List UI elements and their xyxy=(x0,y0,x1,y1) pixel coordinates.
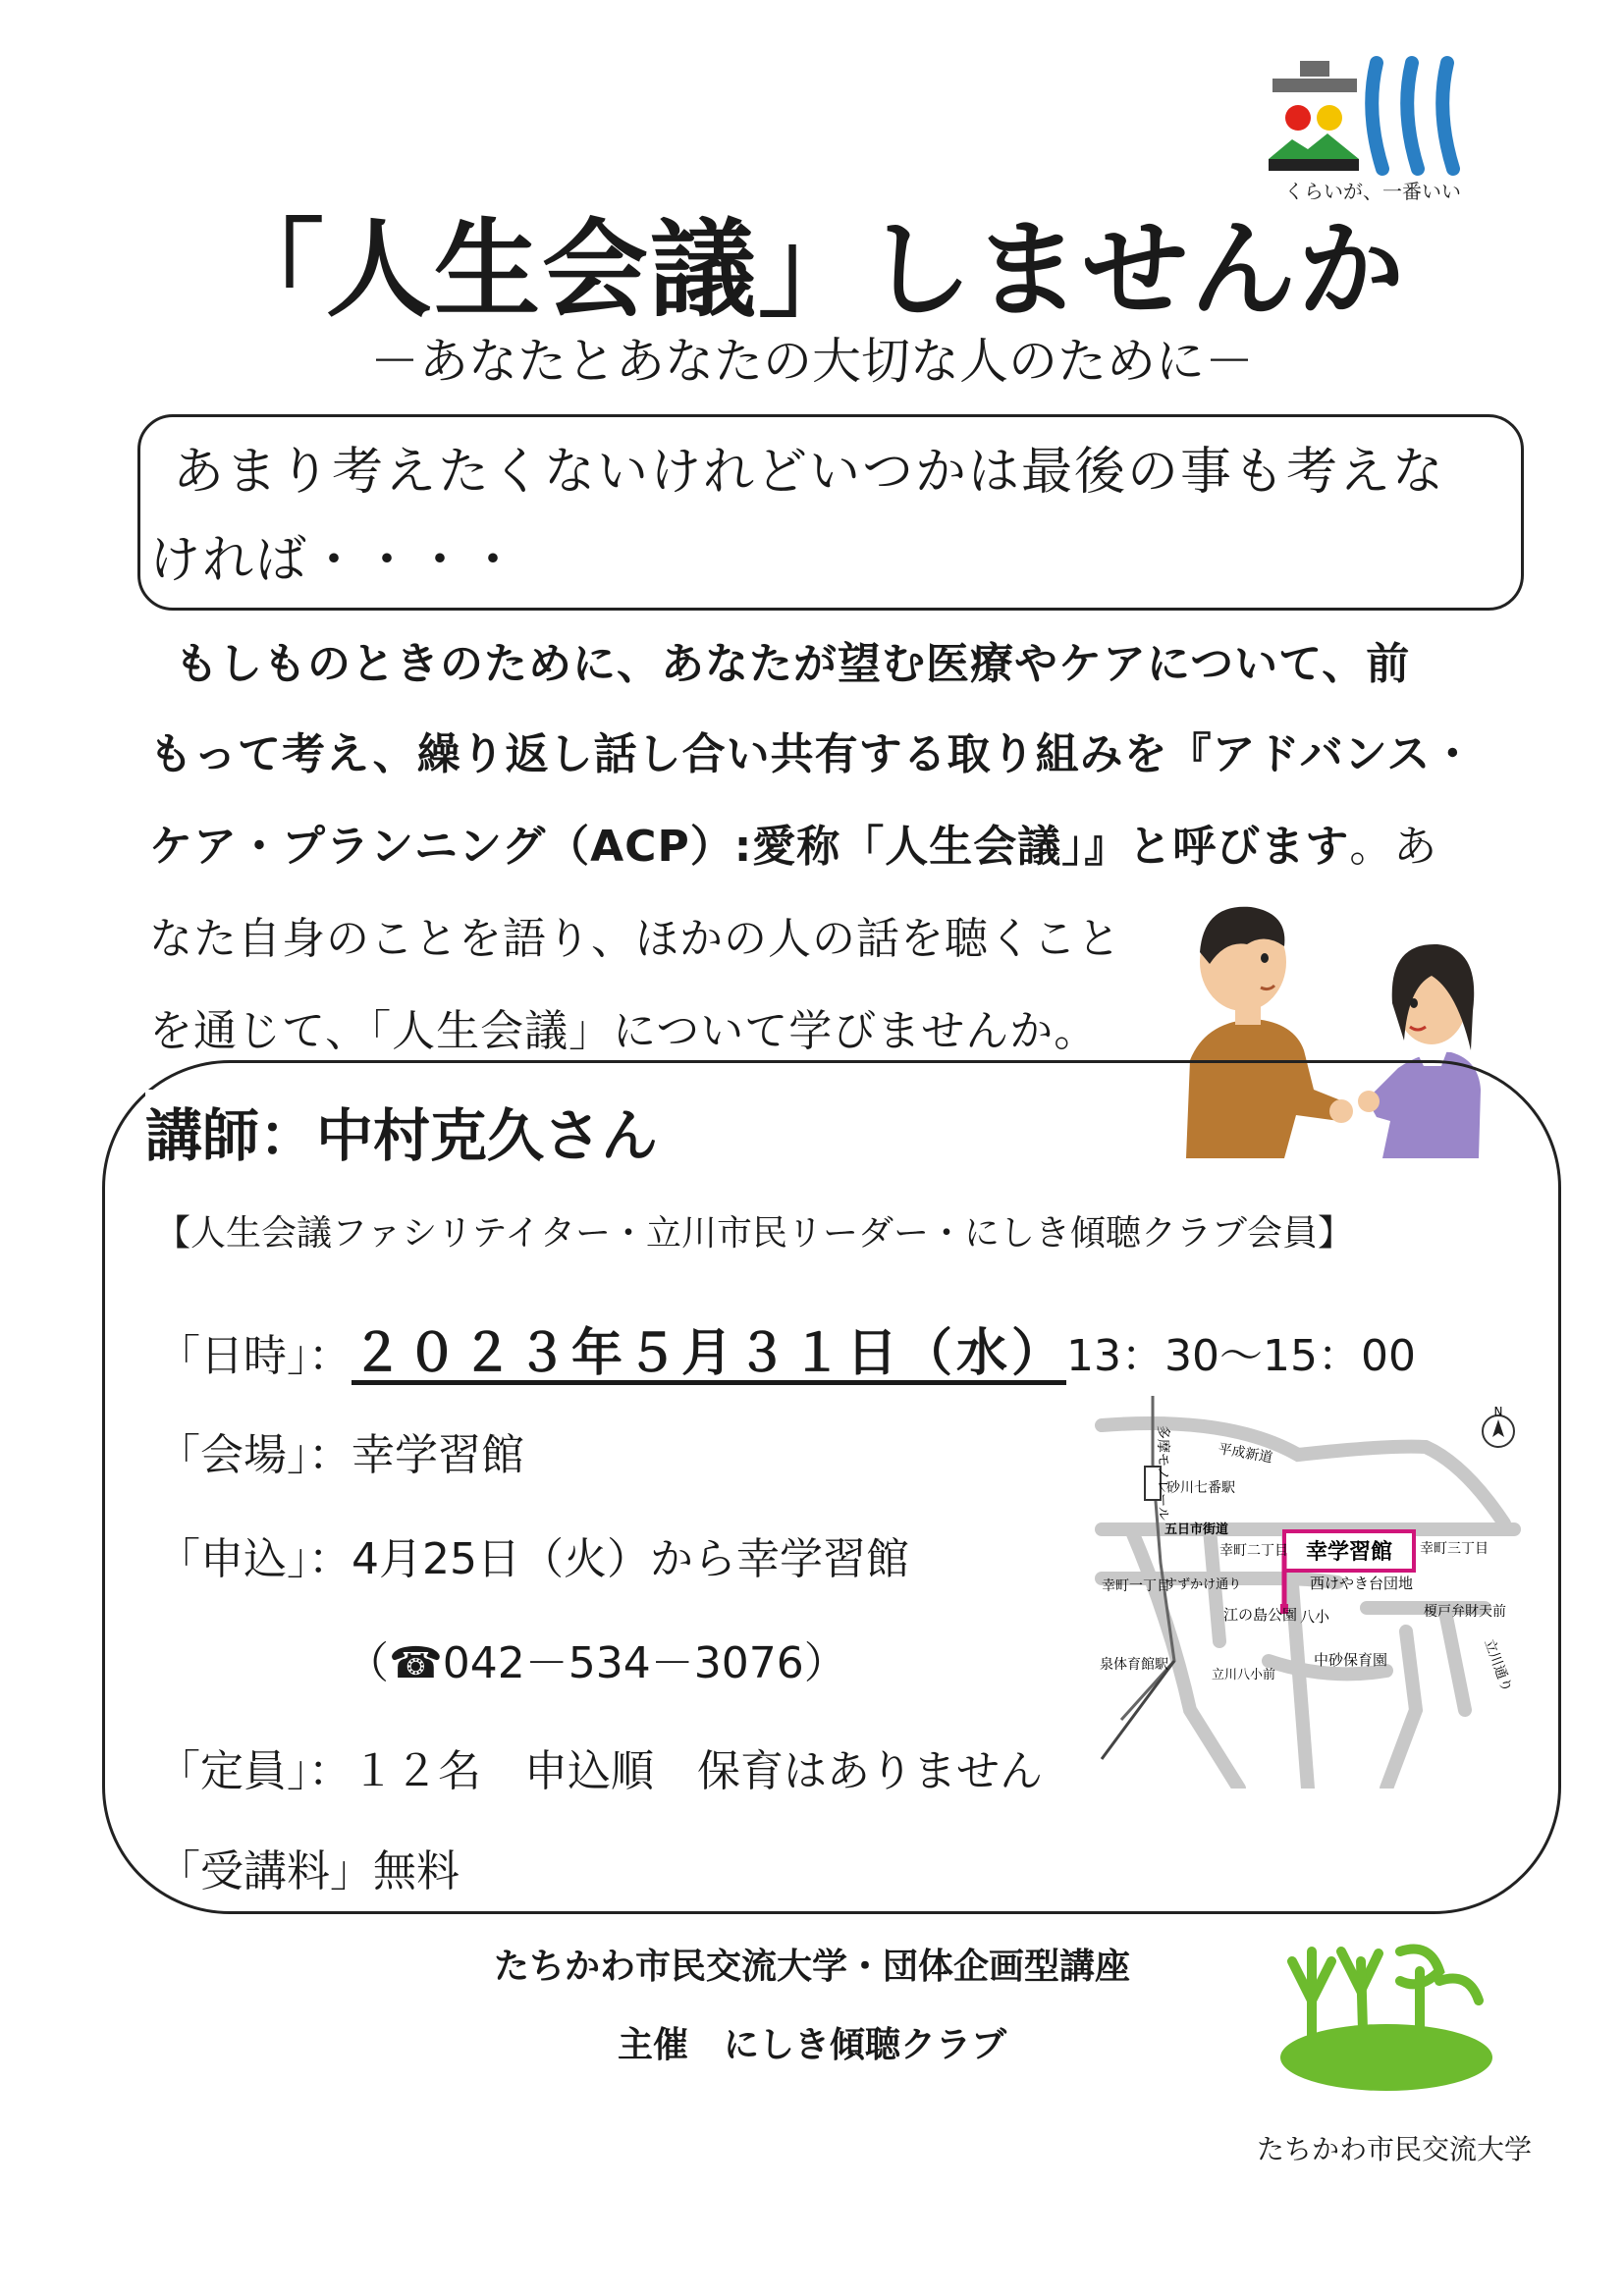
map-label-hachisho-mae: 立川八小前 xyxy=(1212,1668,1276,1682)
map-label-suzukake: すずかけ通り xyxy=(1164,1577,1242,1592)
apply-label: 「申込」： xyxy=(157,1534,352,1584)
apply-value: 4月25日（火）から幸学習館 xyxy=(352,1534,909,1584)
map-label-nishikeyaki: 西けやき台団地 xyxy=(1310,1575,1414,1592)
map-label-saiwai3: 幸町三丁目 xyxy=(1420,1541,1489,1557)
body-line-3-bold: ケア・プランニング（ACP）:愛称「人生会議」』と呼びます xyxy=(149,822,1350,872)
map-label-venue: 幸学習館 xyxy=(1305,1540,1393,1565)
fee-row xyxy=(157,1836,460,1898)
venue-value: 幸学習館 xyxy=(352,1430,524,1480)
map-label-saiwai2: 幸町二丁目 xyxy=(1219,1543,1288,1559)
map-drawing xyxy=(1092,1386,1543,1789)
map-label-hachisho: 八小 xyxy=(1300,1608,1330,1626)
map-label-sunagawa: 砂川七番駅 xyxy=(1166,1480,1235,1496)
map-label-monorail: 多摩モノレール xyxy=(1155,1425,1170,1522)
page-subtitle: －あなたとあなたの大切な人のために－ xyxy=(370,333,1254,390)
body-line-3-rest: 。あ xyxy=(1349,822,1438,872)
datetime-row xyxy=(157,1311,1416,1385)
fee-label: 「受講料」 xyxy=(157,1846,373,1896)
body-line-1: もしものときのために、あなたが望む医療やケアについて、前 xyxy=(175,639,1411,689)
body-line-5: を通じて、「人生会議」について学びませんか。 xyxy=(149,1006,1099,1056)
map-label-izumi: 泉体育館駅 xyxy=(1100,1657,1168,1673)
map-label-enoshima: 江の島公園 xyxy=(1223,1606,1298,1624)
map-label-enokido: 榎戸弁財天前 xyxy=(1424,1604,1506,1620)
map-label-tachikawa-dori: 立川通り xyxy=(1481,1636,1515,1694)
body-line-2: もって考え、繰り返し話し合い共有する取り組みを『アドバンス・ xyxy=(149,729,1476,779)
map-label-saiwai1: 幸町一丁目 xyxy=(1102,1578,1170,1594)
footer-university: たちかわ市民交流大学・団体企画型講座 xyxy=(493,1947,1130,1987)
map-label-itsukaichi: 五日市街道 xyxy=(1164,1522,1229,1537)
university-caption: たちかわ市民交流大学 xyxy=(1257,2133,1533,2165)
lecturer-heading: 講師：中村克久さん xyxy=(145,1090,666,1172)
logo-slogan: くらいが、一番いい xyxy=(1284,180,1461,203)
intro-line-1: あまり考えたくないけれどいつかは最後の事も考えな xyxy=(173,443,1446,502)
footer-organizer: 主催 にしき傾聴クラブ xyxy=(617,2025,1006,2065)
university-logo xyxy=(1272,1932,1500,2097)
body-line-3 xyxy=(149,811,1437,874)
map-label-heisei: 平成新道 xyxy=(1217,1441,1274,1467)
body-line-4: なた自身のことを語り、ほかの人の話を聴くこと xyxy=(149,914,1121,964)
venue-row xyxy=(157,1419,524,1482)
map-label-nakasuna: 中砂保育園 xyxy=(1314,1651,1388,1669)
page-title: 「人生会議」しませんか xyxy=(217,209,1406,332)
event-date: ２０２３年５月３１日（水） xyxy=(352,1324,1067,1383)
rail-line xyxy=(1102,1661,1174,1759)
apply-row xyxy=(157,1523,909,1586)
capacity-label: 「定員」： xyxy=(157,1746,352,1796)
event-time: 13：30～15：00 xyxy=(1066,1331,1416,1381)
datetime-label: 「日時」： xyxy=(157,1331,352,1381)
intro-line-2: ければ・・・・ xyxy=(149,531,521,590)
venue-map xyxy=(1092,1386,1543,1789)
city-logo xyxy=(1249,43,1496,208)
capacity-row xyxy=(157,1735,1043,1798)
phone-number: （☎042－534－3076） xyxy=(346,1638,847,1688)
fee-value: 無料 xyxy=(373,1846,460,1896)
lecturer-roles: 【人生会議ファシリテイター・立川市民リーダー・にしき傾聴クラブ会員】 xyxy=(155,1213,1354,1254)
tachikawa-city-logo-icon xyxy=(1249,43,1496,208)
capacity-value: １２名 申込順 保育はありません xyxy=(352,1746,1043,1796)
map-label-north: N xyxy=(1493,1405,1503,1418)
tachikawa-university-logo-icon xyxy=(1272,1932,1500,2097)
venue-label: 「会場」： xyxy=(157,1430,352,1480)
